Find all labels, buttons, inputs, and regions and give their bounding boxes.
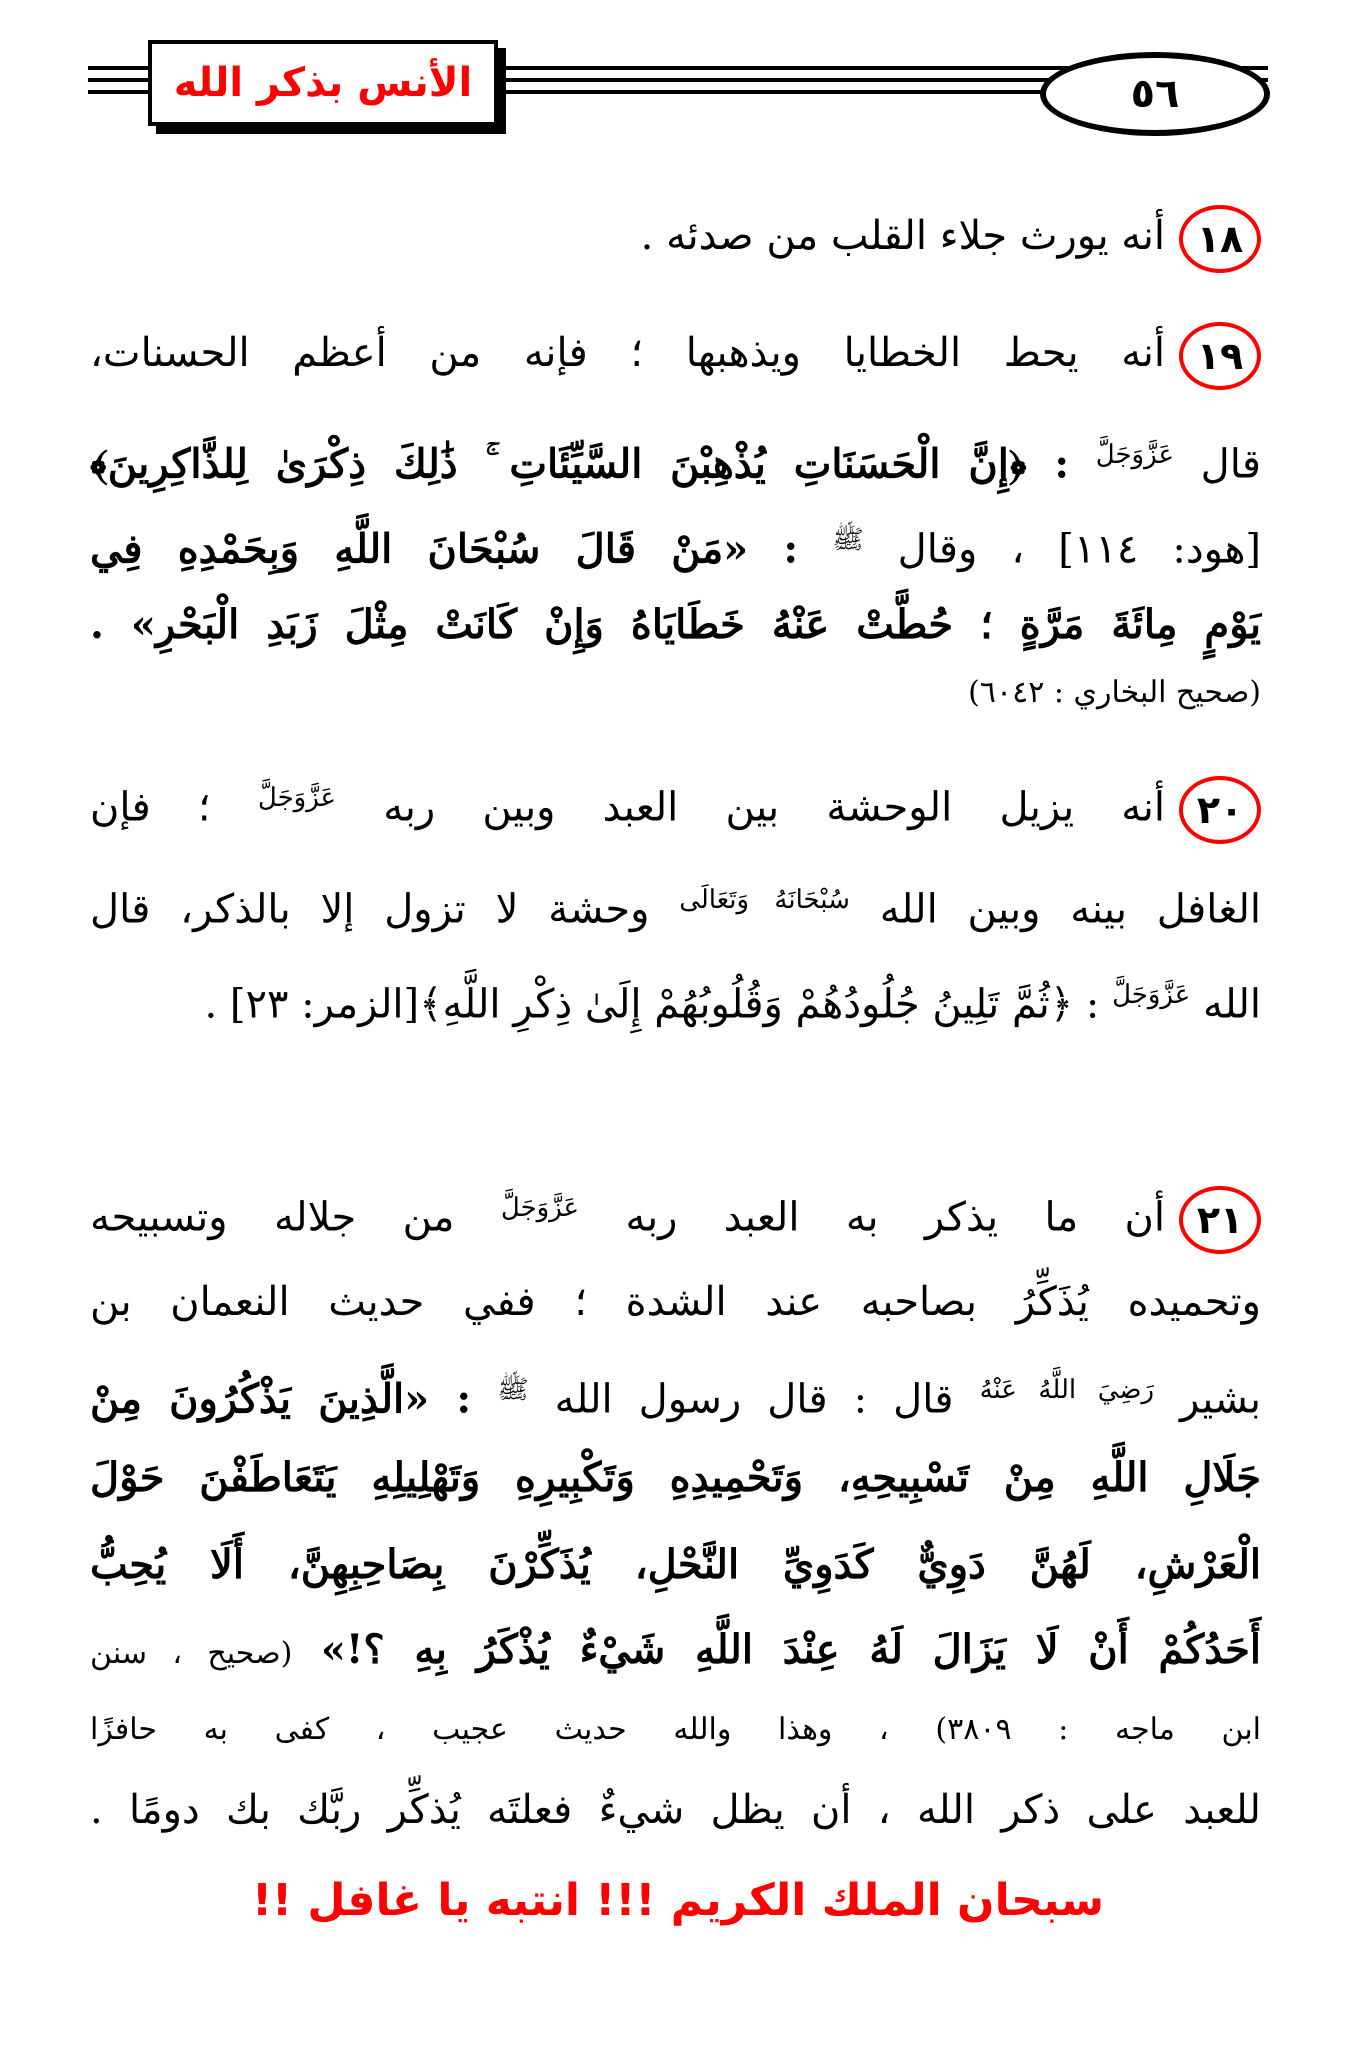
hadith-text: : «مَنْ قَالَ سُبْحَانَ اللَّهِ وَبِحَمْدِهِ فِي [90,525,799,573]
honorific: سُبْحَانَهُ وَتَعَالَى [679,885,850,915]
item-number-badge: ١٩ [1179,322,1261,390]
item-20-line-2 [90,870,1261,939]
item-19-line-3 [90,510,1261,579]
honorific: ﷺ [832,525,864,555]
item-text: الله [1203,981,1261,1028]
hadith-text: الْعَرْشِ، لَهُنَّ دَوِيٌّ كَدَوِيِّ النَّحْلِ، يُذَكِّرْنَ بِصَاحِبِهِنَّ، أَلَا يُحِبُّ [90,1541,1261,1588]
honorific: عَزَّوَجَلَّ [257,783,337,813]
item-19-line-2 [90,425,1261,494]
item-text: ؛ فإن [90,784,211,831]
item-21-line-8 [90,1780,1261,1840]
hadith-text: يَوْمٍ مِائَةَ مَرَّةٍ ؛ حُطَّتْ عَنْهُ خَطَايَاهُ وَإِنْ كَانَتْ مِثْلَ زَبَدِ الْبَحْرِ» . [90,601,1261,648]
item-19-line-4 [90,595,1261,655]
item-text: أنه يورث جلاء القلب من صدئه . [640,213,1165,259]
honorific: عَزَّوَجَلَّ [1095,440,1174,470]
item-20-line-3 [90,965,1261,1034]
item-21-line-3 [90,1360,1261,1429]
hadith-text: : «الَّذِينَ يَذْكُرُونَ مِنْ [90,1375,472,1423]
item-text: قال : قال رسول الله [554,1376,954,1423]
item-21-line-6 [90,1620,1261,1684]
item-text: أنه يحط الخطايا ويذهبها ؛ فإنه من أعظم الحسنات، [90,330,1165,376]
item-19-line-1 [90,322,1261,390]
hadith-source: (صحيح البخاري : ٦٠٤٢) [968,675,1261,710]
item-number-badge: ١٨ [1179,205,1261,273]
page-number: ٥٦ [1130,71,1180,117]
item-18-line-1 [90,205,1261,273]
verse-reference: [هود: ١١٤] ، وقال [897,526,1262,573]
item-21-line-7 [90,1700,1261,1760]
page-number-oval [1040,52,1270,136]
item-number-badge: ٢٠ [1179,776,1261,844]
item-text: قال [1200,441,1261,488]
item-20-line-1 [90,768,1261,844]
item-21-line-4 [90,1448,1261,1508]
footer-slogan: سبحان الملك الكريم !!! انتبه يا غافل !! [251,1875,1105,1926]
item-21-line-1 [90,1178,1261,1254]
item-text: أنه يزيل الوحشة بين العبد وبين ربه [383,784,1165,831]
item-text: للعبد على ذكر الله ، أن يظل شيءٌ فعلتَه يُذكِّر ربَّك بك دومًا . [90,1787,1261,1833]
honorific: عَزَّوَجَلَّ [1112,980,1191,1010]
honorific: رَضِيَ اللَّهُ عَنْهُ [979,1375,1155,1405]
item-text: من جلاله وتسبيحه [90,1194,455,1241]
item-text: ابن ماجه : ٣٨٠٩) ، وهذا والله حديث عجيب ، كفى به حافزًا [90,1712,1262,1747]
hadith-text: جَلَالِ اللَّهِ مِنْ تَسْبِيحِهِ، وَتَحْمِيدِهِ وَتَكْبِيرِهِ وَتَهْلِيلِهِ يَتَعَاطَفْنَ حَوْلَ [90,1454,1261,1501]
item-text: وتحميده يُذَكِّرُ بصاحبه عند الشدة ؛ ففي حديث النعمان بن [90,1279,1261,1325]
header-title-box [148,40,498,126]
hadith-source: (صحيح ، سنن [90,1636,293,1671]
item-text: بشير [1180,1376,1262,1423]
honorific: ﷺ [497,1375,529,1405]
honorific: عَزَّوَجَلَّ [500,1193,580,1223]
item-number-badge: ٢١ [1179,1186,1261,1254]
quran-verse: : ﴿إِنَّ الْحَسَنَاتِ يُذْهِبْنَ السَّيِّئَاتِ ۚ ذَٰلِكَ ذِكْرَىٰ لِلذَّاكِرِينَ﴾ [90,440,1070,488]
item-text: وحشة لا تزول إلا بالذكر، قال [90,886,650,933]
hadith-text: أَحَدُكُمْ أَنْ لَا يَزَالَ لَهُ عِنْدَ اللَّهِ شَيْءٌ يُذْكَرُ بِهِ ؟!» [320,1626,1262,1673]
item-21-line-5 [90,1535,1261,1595]
book-title: الأنس بذكر الله [173,60,473,106]
item-text: أن ما يذكر به العبد ربه [625,1194,1166,1241]
quran-verse: : ﴿ثُمَّ تَلِينُ جُلُودُهُمْ وَقُلُوبُهُمْ إِلَىٰ ذِكْرِ اللَّهِ﴾[الزمر: ٢٣] . [204,981,1100,1028]
item-21-line-2 [90,1272,1261,1332]
item-text: الغافل بينه وبين الله [879,886,1262,933]
